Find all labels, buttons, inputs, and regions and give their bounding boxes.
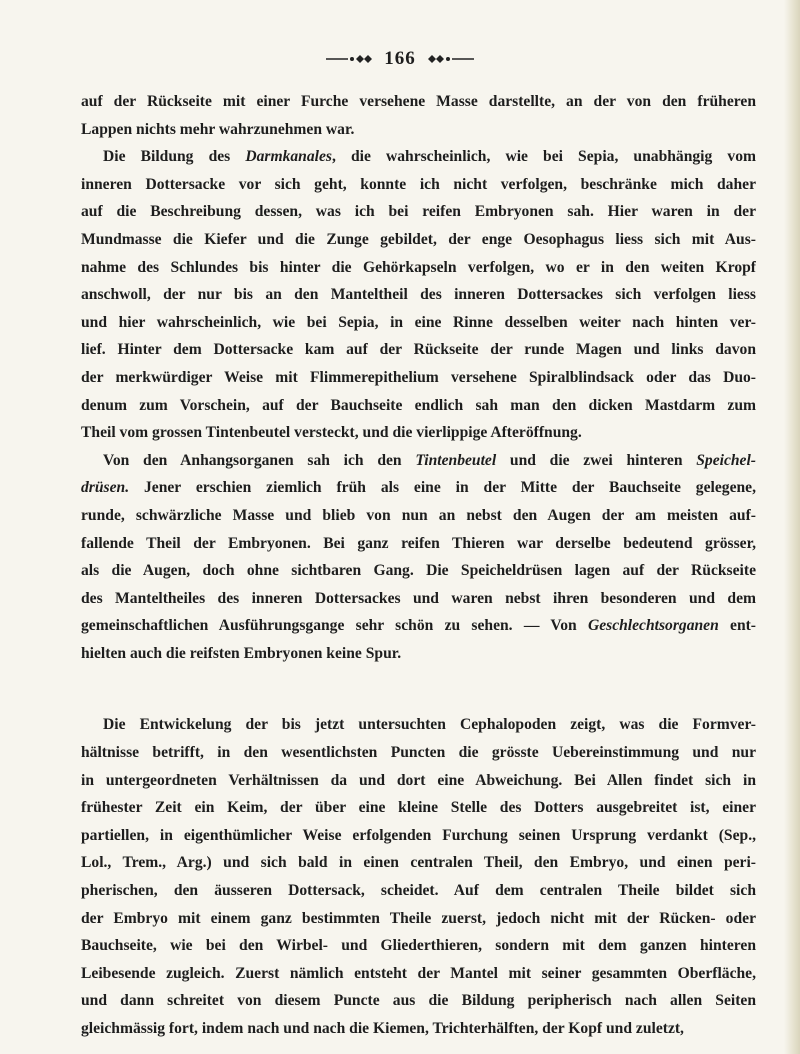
text-line: denum zum Vorschein, auf der Bauchseite endlich sah man den dicken Mastdarm zum (81, 396, 756, 414)
text-line: auf der Rückseite mit einer Furche versehene Masse darstellte, an der von den früheren (81, 93, 756, 110)
left-ornament-icon (326, 53, 374, 65)
text-line: Lol., Trem., Arg.) und sich bald in einen centralen Theil, den Embryo, und einen peri- (81, 854, 756, 872)
text-line: frühester Zeit ein Keim, der über eine kleine Stelle des Dotters ausgebreitet ist, einer (81, 799, 756, 817)
body-text (81, 88, 756, 1043)
text-line: Die Entwickelung der bis jetzt untersuchten Cephalopoden zeigt, was die Formver- (103, 716, 756, 734)
italic-term: Geschlechtsorganen (587, 617, 719, 635)
text-line: Von den Anhangsorganen sah ich den Tintenbeutel und die zwei hinteren Speichel- (103, 451, 756, 469)
text-line: gleichmässig fort, indem nach und nach die Kiemen, Trichterhälften, der Kopf und zuletzt, (81, 1020, 684, 1037)
paragraph (81, 711, 756, 1042)
text-line: hältnisse betrifft, in den wesentlichsten Puncten die grösste Uebereinstimmung und nur (81, 744, 756, 762)
right-ornament-icon (426, 53, 474, 65)
text-line: Leibesende zugleich. Zuerst nämlich entsteht der Mantel mit seiner gesammten Oberfläche, (81, 964, 756, 982)
text-line: in untergeordneten Verhältnissen da und dort eine Abweichung. Bei Allen findet sich in (81, 771, 756, 789)
text-line: gemeinschaftlichen Ausführungsgange sehr schön zu sehen. — Von Geschlechtsorganen ent- (81, 617, 756, 635)
text-line: Die Bildung des Darmkanales, die wahrscheinlich, wie bei Sepia, unabhängig vom (103, 148, 756, 166)
text-line: partiellen, in eigenthümlicher Weise erfolgenden Furchung seinen Ursprung verdankt (Sep., (81, 826, 756, 844)
text-line: des Manteltheiles des inneren Dottersackes und waren nebst ihren besonderen und dem (81, 589, 756, 607)
italic-term: Tintenbeutel (415, 451, 497, 469)
italic-term: Darmkanales (245, 148, 332, 166)
text-line: anschwoll, der nur bis an den Manteltheil des inneren Dottersackes sich verfolgen liess (81, 286, 756, 304)
text-line: pherischen, den äusseren Dottersack, scheidet. Auf dem centralen Theile bildet sich (81, 882, 756, 900)
text-line: Theil vom grossen Tintenbeutel versteckt, und die vierlippige Afteröffnung. (81, 424, 582, 442)
italic-term: drüsen. (81, 479, 130, 497)
text-line: und hier wahrscheinlich, wie bei Sepia, in eine Rinne desselben weiter nach hinten ver- (81, 313, 756, 331)
text-line: runde, schwärzliche Masse und blieb von nun an nebst den Augen der am meisten auf- (81, 506, 756, 524)
paragraph (81, 143, 756, 447)
text-line: inneren Dottersacke vor sich geht, konnte ich nicht verfolgen, beschränke mich daher (81, 175, 756, 193)
text-line: und dann schreitet von diesem Puncte aus die Bildung peripherisch nach allen Seiten (81, 992, 756, 1010)
text-line: drüsen. Jener erschien ziemlich früh als eine in der Mitte der Bauchseite gelegene, (81, 479, 756, 497)
text-line: lief. Hinter dem Dottersacke kam auf der Rückseite der runde Magen und links davon (81, 341, 756, 359)
paragraph (81, 88, 756, 143)
section-gap (81, 667, 756, 711)
text-line: nahme des Schlundes bis hinter die Gehörkapseln verfolgen, wo er in den weiten Kropf (81, 258, 756, 276)
text-line: der Embryo mit einem ganz bestimmten Theile zuerst, jedoch nicht mit der Rücken- oder (81, 909, 756, 927)
text-line: der merkwürdiger Weise mit Flimmerepithelium versehene Spiralblindsack oder das Duo- (81, 368, 756, 386)
italic-term: Speichel- (696, 451, 756, 469)
page-edge-shadow (784, 0, 800, 1054)
text-line: Bauchseite, wie bei den Wirbel- und Gliederthieren, sondern mit dem ganzen hinteren (81, 937, 756, 955)
text-line: fallende Theil der Embryonen. Bei ganz reifen Thieren war derselbe bedeutend grösser, (81, 534, 756, 552)
page-number: 166 (384, 48, 416, 69)
page-header (0, 44, 800, 74)
text-line: hielten auch die reifsten Embryonen keine Spur. (81, 644, 402, 662)
text-line: als die Augen, doch ohne sichtbaren Gang. Die Speicheldrüsen lagen auf der Rückseite (81, 562, 756, 580)
paragraph (81, 447, 756, 668)
text-line: auf die Beschreibung dessen, was ich bei reifen Embryonen sah. Hier waren in der (81, 203, 756, 221)
text-line: Lappen nichts mehr wahrzunehmen war. (81, 120, 355, 138)
text-line: Mundmasse die Kiefer und die Zunge gebildet, der enge Oesophagus liess sich mit Aus- (81, 230, 756, 248)
